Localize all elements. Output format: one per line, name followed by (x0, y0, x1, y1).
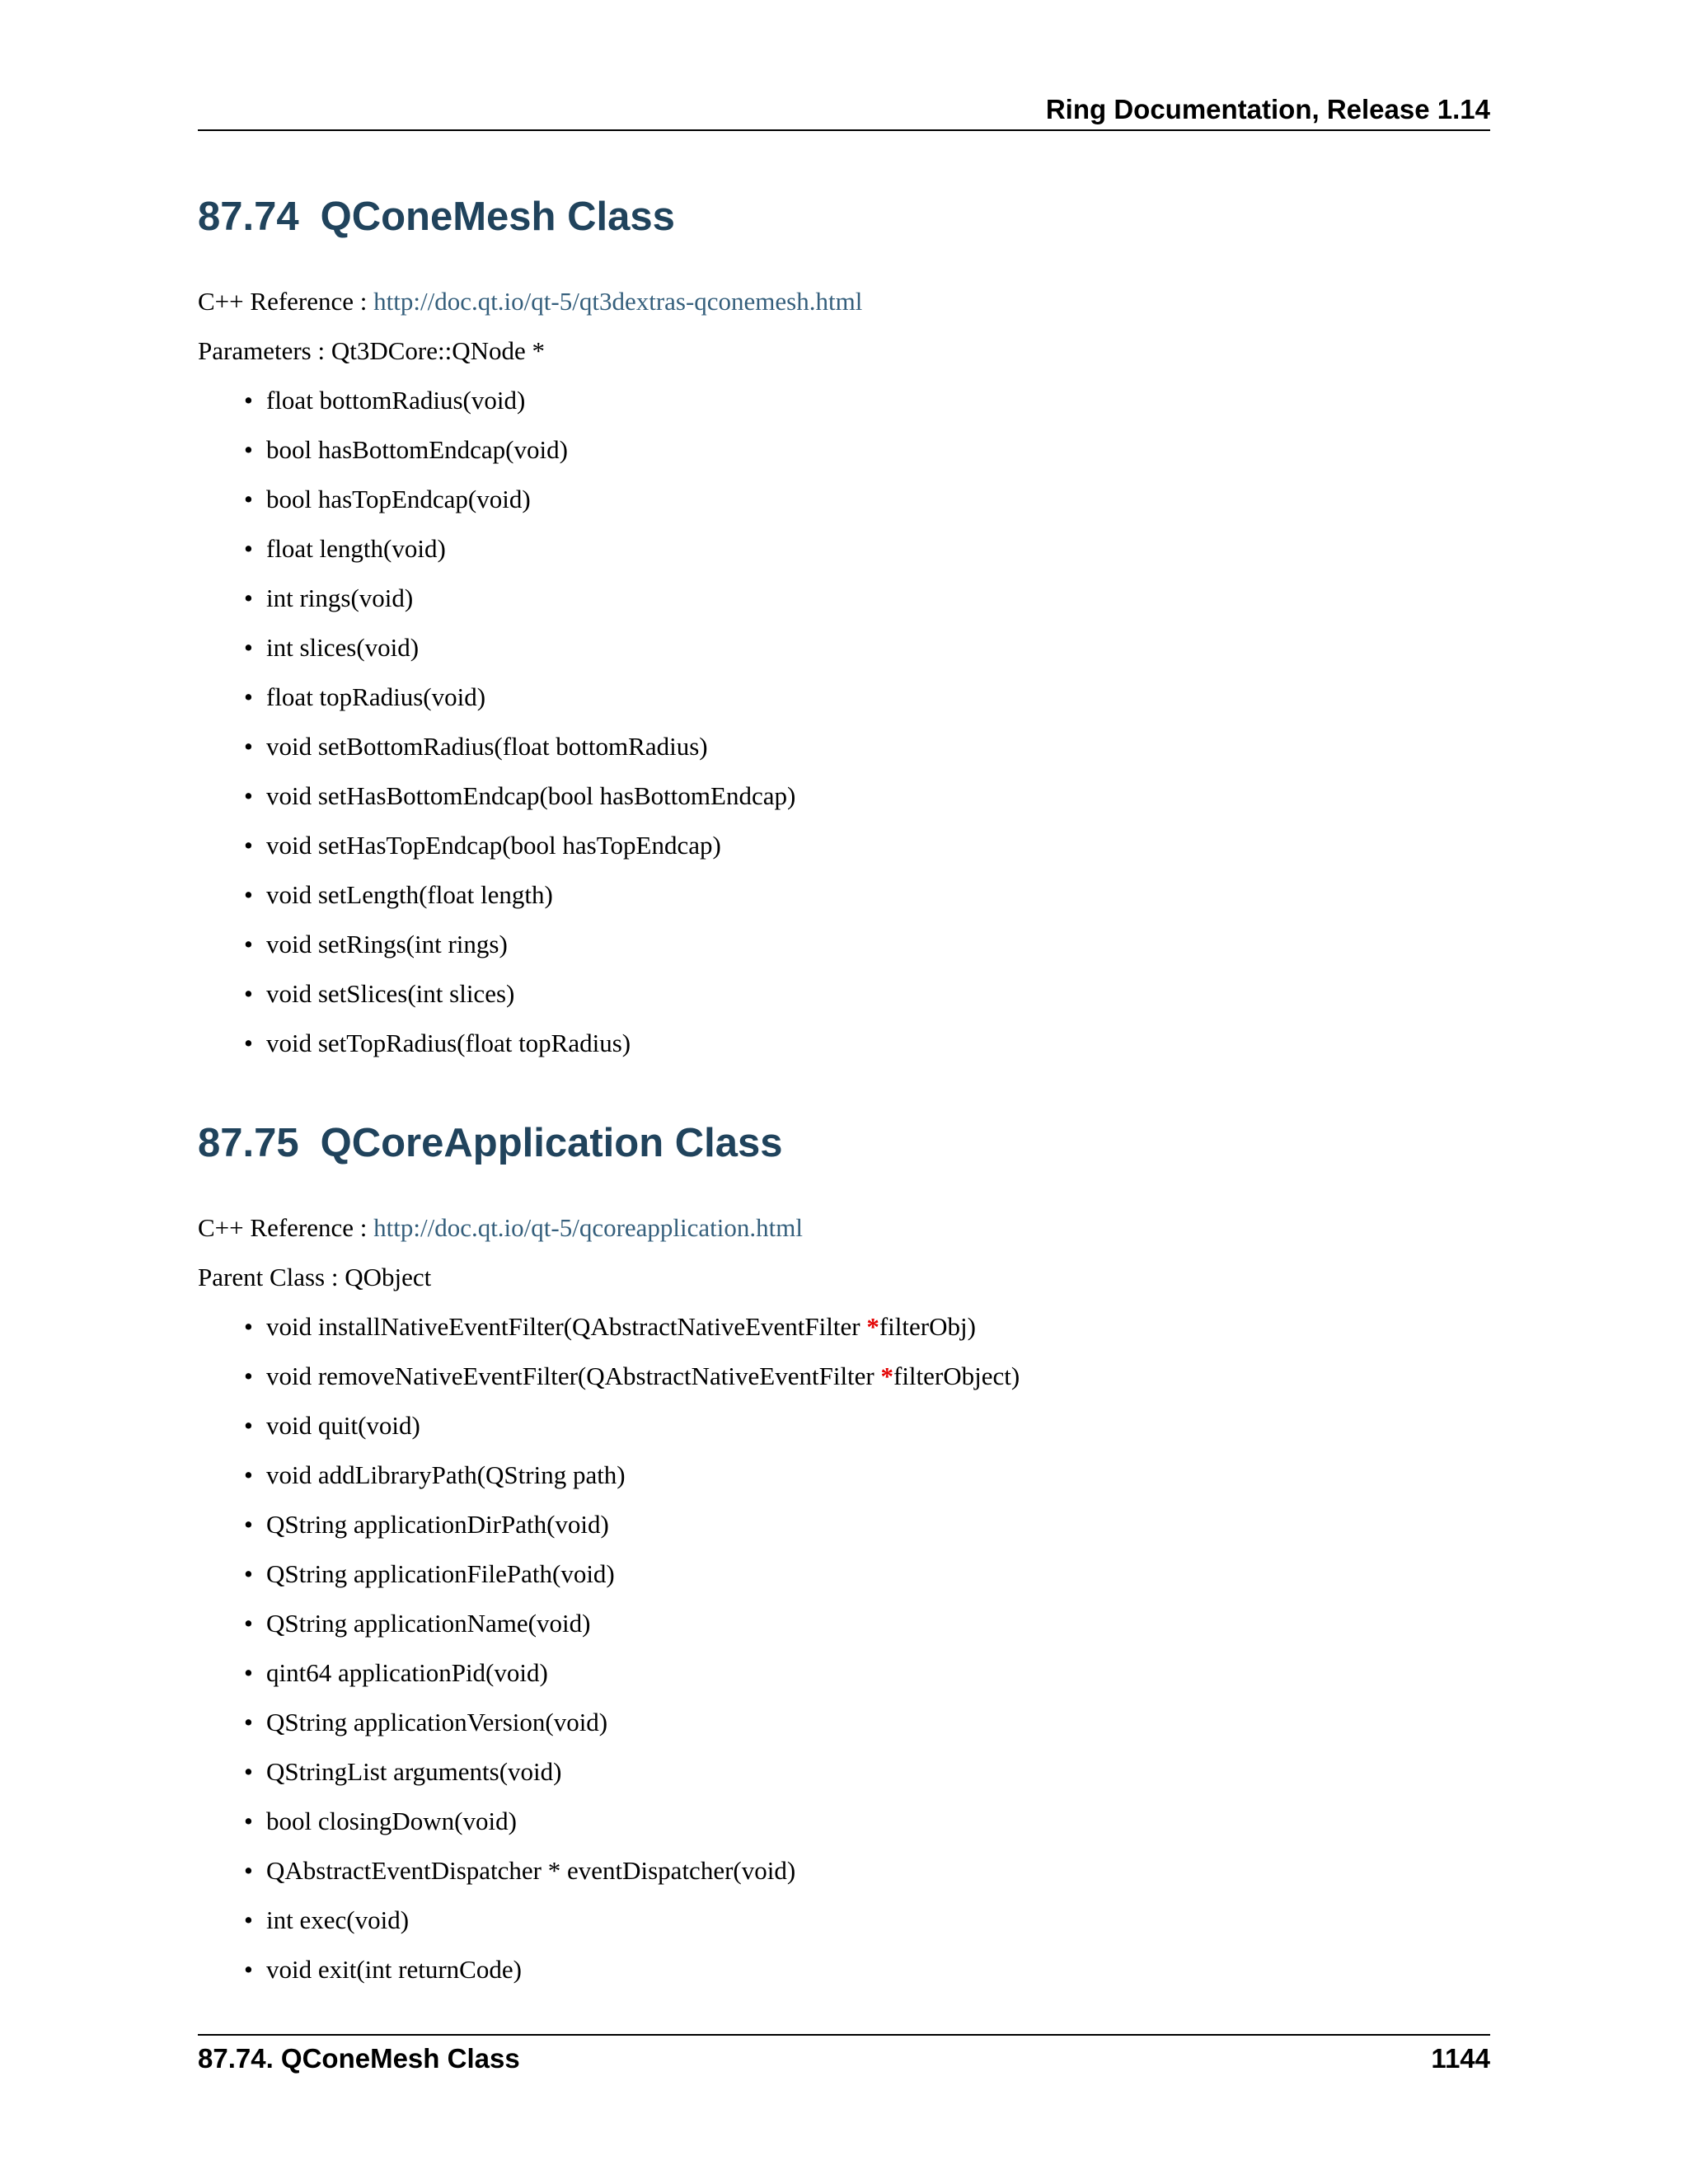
section-number: 87.75 (198, 1121, 299, 1165)
method-signature: void setTopRadius(float topRadius) (266, 1029, 631, 1057)
method-signature-tail: filterObject) (893, 1361, 1020, 1390)
method-signature: void installNativeEventFilter(QAbstractNativeEventFilter (266, 1312, 867, 1341)
bullet-icon: • (244, 1708, 253, 1736)
bullet-icon: • (244, 1361, 253, 1390)
bullet-icon: • (244, 1658, 253, 1687)
list-item (0, 1558, 1020, 1607)
method-signature: void quit(void) (266, 1411, 420, 1440)
list-item (0, 1027, 795, 1076)
method-signature: QString applicationVersion(void) (266, 1708, 608, 1736)
list-item (0, 1904, 1020, 1953)
bullet-icon: • (244, 880, 253, 909)
list-item (0, 730, 795, 780)
method-signature: bool hasTopEndcap(void) (266, 485, 531, 513)
bullet-icon: • (244, 633, 253, 662)
header-divider (198, 129, 1490, 131)
list-item (0, 1657, 1020, 1706)
reference-label: C++ Reference : (198, 1213, 374, 1242)
bullet-icon: • (244, 1559, 253, 1588)
method-signature: QAbstractEventDispatcher * eventDispatcher(void) (266, 1856, 796, 1885)
method-signature: void setBottomRadius(float bottomRadius) (266, 732, 708, 761)
section-heading-qconemesh (198, 192, 675, 241)
bullet-icon: • (244, 1029, 253, 1057)
method-list-qcoreapplication (0, 1310, 1020, 2003)
method-signature: void setLength(float length) (266, 880, 553, 909)
list-item (0, 1953, 1020, 2003)
list-item (0, 483, 795, 532)
bullet-icon: • (244, 1460, 253, 1489)
list-item (0, 434, 795, 483)
bullet-icon: • (244, 1609, 253, 1638)
footer-divider (198, 2034, 1490, 2036)
bullet-icon: • (244, 435, 253, 464)
section-title: QConeMesh Class (320, 194, 675, 239)
list-item (0, 1805, 1020, 1854)
list-item (0, 1854, 1020, 1904)
bullet-icon: • (244, 1510, 253, 1539)
method-signature: float bottomRadius(void) (266, 386, 526, 415)
method-signature: QString applicationDirPath(void) (266, 1510, 609, 1539)
pointer-star-mark: * (866, 1312, 879, 1341)
method-signature: float topRadius(void) (266, 682, 486, 711)
pointer-star-mark: * (880, 1361, 893, 1390)
method-signature: void exit(int returnCode) (266, 1955, 522, 1984)
cpp-reference-link[interactable]: http://doc.qt.io/qt-5/qcoreapplication.html (373, 1213, 803, 1242)
method-list-qconemesh (0, 384, 795, 1076)
method-signature: qint64 applicationPid(void) (266, 1658, 548, 1687)
list-item (0, 1706, 1020, 1755)
reference-label: C++ Reference : (198, 287, 374, 316)
list-item (0, 780, 795, 829)
list-item (0, 829, 795, 879)
method-signature: int exec(void) (266, 1905, 410, 1934)
cpp-reference-line (198, 285, 862, 318)
method-signature: int rings(void) (266, 583, 414, 612)
bullet-icon: • (244, 732, 253, 761)
list-item (0, 631, 795, 681)
bullet-icon: • (244, 1856, 253, 1885)
method-signature: bool hasBottomEndcap(void) (266, 435, 568, 464)
list-item (0, 532, 795, 582)
list-item (0, 928, 795, 977)
method-signature: QString applicationFilePath(void) (266, 1559, 615, 1588)
bullet-icon: • (244, 979, 253, 1008)
method-signature: int slices(void) (266, 633, 420, 662)
bullet-icon: • (244, 1807, 253, 1835)
list-item (0, 977, 795, 1027)
bullet-icon: • (244, 1312, 253, 1341)
method-signature: void setHasTopEndcap(bool hasTopEndcap) (266, 831, 721, 860)
bullet-icon: • (244, 485, 253, 513)
method-signature: bool closingDown(void) (266, 1807, 517, 1835)
method-signature: void addLibraryPath(QString path) (266, 1460, 626, 1489)
page-number: 1144 (1431, 2043, 1490, 2074)
list-item (0, 1508, 1020, 1558)
cpp-reference-line (198, 1212, 803, 1244)
list-item (0, 1360, 1020, 1409)
method-signature-tail: filterObj) (879, 1312, 976, 1341)
method-signature: QString applicationName(void) (266, 1609, 591, 1638)
method-signature: void setRings(int rings) (266, 930, 508, 958)
cpp-reference-link[interactable]: http://doc.qt.io/qt-5/qt3dextras-qconemesh.html (373, 287, 863, 316)
list-item (0, 1755, 1020, 1805)
method-signature: void setHasBottomEndcap(bool hasBottomEndcap) (266, 781, 796, 810)
method-signature: void removeNativeEventFilter(QAbstractNativeEventFilter (266, 1361, 881, 1390)
list-item (0, 879, 795, 928)
parent-class-line: Parent Class : QObject (198, 1263, 432, 1291)
footer-section-label: 87.74. QConeMesh Class (198, 2043, 520, 2074)
bullet-icon: • (244, 386, 253, 415)
method-signature: QStringList arguments(void) (266, 1757, 562, 1786)
bullet-icon: • (244, 831, 253, 860)
bullet-icon: • (244, 682, 253, 711)
bullet-icon: • (244, 1955, 253, 1984)
list-item (0, 384, 795, 434)
parameters-line: Parameters : Qt3DCore::QNode * (198, 336, 545, 365)
bullet-icon: • (244, 1411, 253, 1440)
section-heading-qcoreapplication (198, 1118, 783, 1168)
section-number: 87.74 (198, 194, 299, 239)
list-item (0, 681, 795, 730)
section-title: QCoreApplication Class (320, 1121, 783, 1165)
bullet-icon: • (244, 1905, 253, 1934)
list-item (0, 1310, 1020, 1360)
bullet-icon: • (244, 534, 253, 563)
bullet-icon: • (244, 1757, 253, 1786)
bullet-icon: • (244, 930, 253, 958)
method-signature: float length(void) (266, 534, 446, 563)
list-item (0, 582, 795, 631)
method-signature: void setSlices(int slices) (266, 979, 515, 1008)
running-header-title: Ring Documentation, Release 1.14 (1045, 94, 1490, 124)
list-item (0, 1459, 1020, 1508)
list-item (0, 1409, 1020, 1459)
bullet-icon: • (244, 583, 253, 612)
bullet-icon: • (244, 781, 253, 810)
list-item (0, 1607, 1020, 1657)
